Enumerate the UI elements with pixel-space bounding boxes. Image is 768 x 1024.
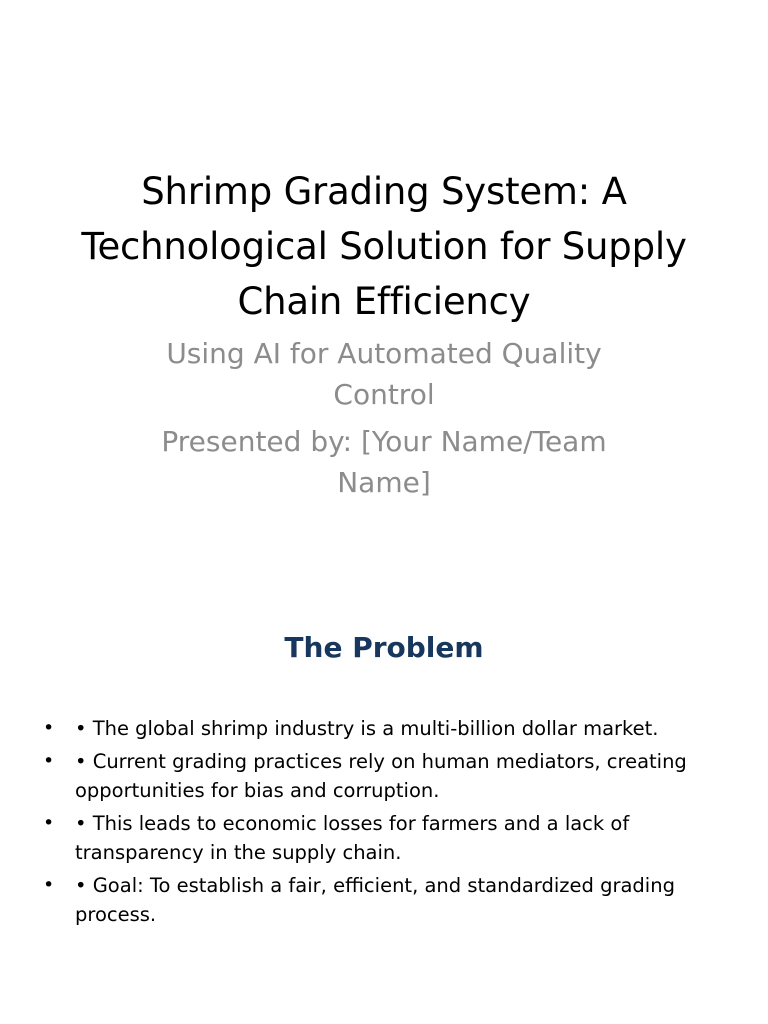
subtitle-line: Using AI for Automated Quality Control bbox=[166, 337, 602, 411]
presenter-line: Presented by: [Your Name/Team Name] bbox=[161, 425, 607, 499]
bullet-list bbox=[40, 714, 700, 933]
bullet-marker: • bbox=[43, 874, 55, 896]
subtitle-block bbox=[134, 333, 634, 509]
list-item bbox=[40, 714, 700, 743]
bullet-text: • This leads to economic losses for farmers and a lack of transparency in the supply chain. bbox=[75, 812, 630, 864]
presentation-title: Shrimp Grading System: A Technological Solution for Supply Chain Efficiency bbox=[81, 170, 687, 323]
list-item bbox=[40, 809, 700, 867]
bullet-text: • Goal: To establish a fair, efficient, and standardized grading process. bbox=[75, 874, 675, 926]
bullet-marker: • bbox=[43, 717, 55, 739]
bullet-text: • Current grading practices rely on human mediators, creating opportunities for bias and corruption. bbox=[75, 750, 687, 802]
bullet-text: • The global shrimp industry is a multi-billion dollar market. bbox=[75, 717, 659, 740]
slide-heading: The Problem bbox=[284, 631, 484, 664]
bullet-marker: • bbox=[43, 750, 55, 772]
bullet-marker: • bbox=[43, 812, 55, 834]
problem-slide bbox=[0, 576, 768, 1024]
list-item bbox=[40, 747, 700, 805]
list-item bbox=[40, 871, 700, 929]
